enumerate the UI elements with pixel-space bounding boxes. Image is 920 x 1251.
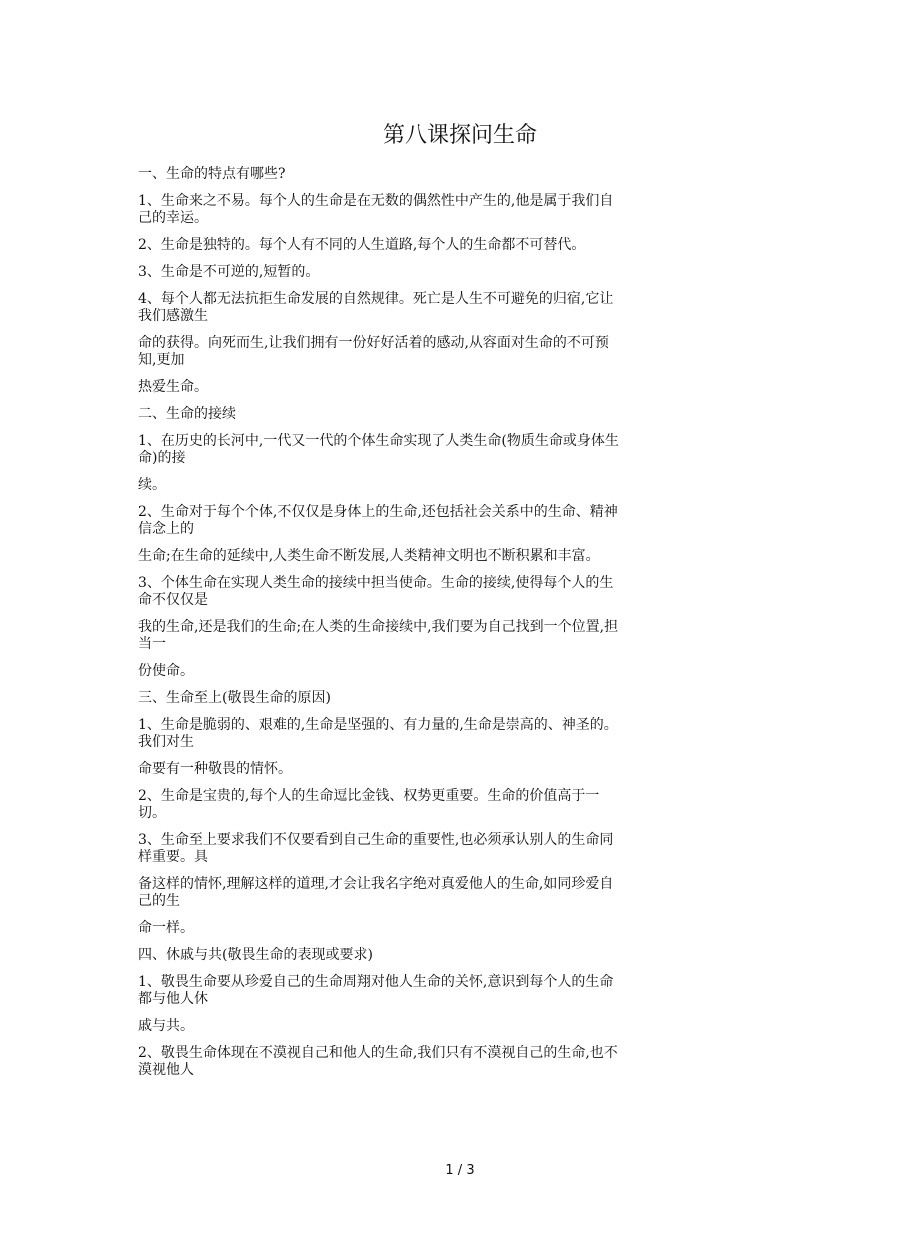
paragraph: 3、个体生命在实现人类生命的接续中担当使命。生命的接续,使得每个人的生命不仅仅是 bbox=[138, 575, 614, 608]
paragraph: 4、每个人都无法抗拒生命发展的自然规律。死亡是人生不可避免的归宿,它让我们感激生 bbox=[138, 291, 614, 324]
page-number: 1 / 3 bbox=[445, 1163, 475, 1178]
paragraph: 备这样的情怀,理解这样的道理,才会让我名字绝对真爱他人的生命,如同珍爱自己的生 bbox=[138, 876, 614, 909]
paragraph: 3、生命至上要求我们不仅要看到自己生命的重要性,也必须承认别人的生命同样重要。具 bbox=[138, 832, 614, 865]
document-body bbox=[138, 166, 624, 1089]
paragraph: 三、生命至上(敬畏生命的原因) bbox=[138, 690, 331, 706]
paragraph: 戚与共。 bbox=[138, 1018, 194, 1034]
paragraph: 2、敬畏生命体现在不漠视自己和他人的生命,我们只有不漠视自己的生命,也不漠视他人 bbox=[138, 1045, 618, 1078]
paragraph: 1、敬畏生命要从珍爱自己的生命周翔对他人生命的关怀,意识到每个人的生命都与他人休 bbox=[138, 974, 614, 1007]
paragraph: 命的获得。向死而生,让我们拥有一份好好活着的感动,从容面对生命的不可预知,更加 bbox=[138, 335, 609, 368]
document-title: 第八课探问生命 bbox=[382, 123, 537, 148]
paragraph: 2、生命是宝贵的,每个人的生命逗比金钱、权势更重要。生命的价值高于一切。 bbox=[138, 788, 600, 821]
paragraph: 续。 bbox=[138, 477, 166, 493]
paragraph: 2、生命是独特的。每个人有不同的人生道路,每个人的生命都不可替代。 bbox=[138, 237, 586, 253]
paragraph: 2、生命对于每个个体,不仅仅是身体上的生命,还包括社会关系中的生命、精神信念上的 bbox=[138, 504, 618, 537]
paragraph: 热爱生命。 bbox=[138, 379, 208, 395]
paragraph: 命要有一种敬畏的情怀。 bbox=[138, 761, 292, 777]
paragraph: 四、休戚与共(敬畏生命的表现或要求) bbox=[138, 947, 373, 963]
paragraph: 1、生命是脆弱的、艰难的,生命是坚强的、有力量的,生命是崇高的、神圣的。我们对生 bbox=[138, 717, 618, 750]
paragraph: 我的生命,还是我们的生命;在人类的生命接续中,我们要为自己找到一个位置,担当一 bbox=[138, 619, 619, 652]
paragraph: 一、生命的特点有哪些? bbox=[138, 166, 286, 182]
paragraph: 1、生命来之不易。每个人的生命是在无数的偶然性中产生的,他是属于我们自己的幸运。 bbox=[138, 193, 614, 226]
paragraph: 份使命。 bbox=[138, 663, 194, 679]
paragraph: 1、在历史的长河中,一代又一代的个体生命实现了人类生命(物质生命或身体生命)的接 bbox=[138, 433, 619, 466]
paragraph: 生命;在生命的延续中,人类生命不断发展,人类精神文明也不断积累和丰富。 bbox=[138, 548, 600, 564]
paragraph: 3、生命是不可逆的,短暂的。 bbox=[138, 264, 320, 280]
paragraph: 二、生命的接续 bbox=[138, 406, 236, 422]
paragraph: 命一样。 bbox=[138, 920, 194, 936]
